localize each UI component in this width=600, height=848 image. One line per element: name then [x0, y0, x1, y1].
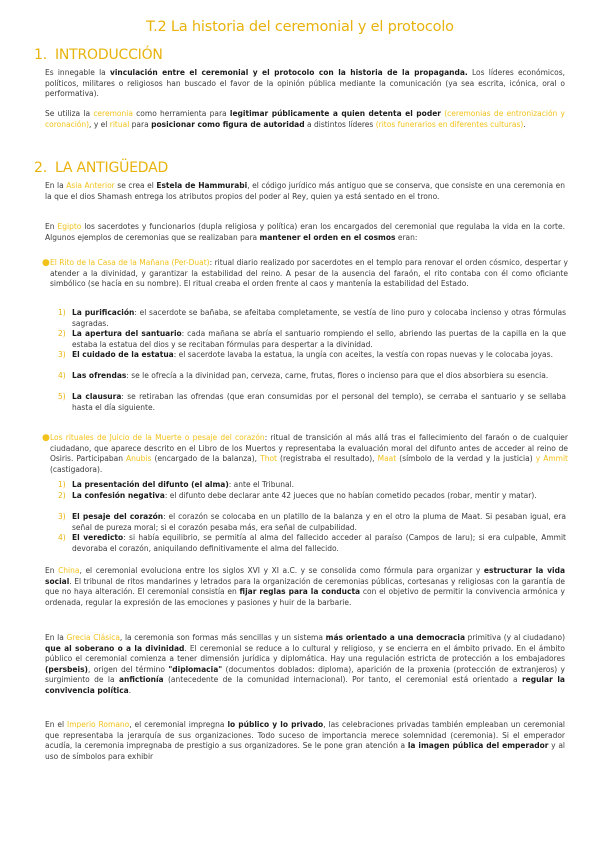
- text-run: Los líderes económicos, políticos, militares o religiosos han buscado el favor de la opinión pública mediante la comunicación (ya sea escrita, icónica, oral o performativa).: [45, 68, 566, 99]
- text-run: En la: [45, 633, 67, 642]
- list-item: [58, 512, 566, 533]
- list-item: [58, 480, 566, 491]
- text-run: , la ceremonia son formas más sencillas y un sistema: [119, 633, 326, 642]
- list-item: [58, 371, 566, 382]
- text-run: (castigadora).: [50, 464, 103, 474]
- bullet-text: [50, 433, 568, 474]
- text-run: . El tribunal de ritos mandarines y letrados para la organización de ceremonias públicas, cortesanas y religiosas con la garantía de que no haya alteración. El ceremonial consistía en: [45, 576, 565, 597]
- text-run: los sacerdotes y funcionarios (dupla religiosa y política) eran los encargados del ceremonial que regulaba la vida en la corte. Algunos ejemplos de ceremonias que se realizaban para: [45, 222, 565, 242]
- list-item: [58, 308, 566, 329]
- bold-text: La apertura del santuario: [72, 329, 182, 338]
- text-run: : se le ofrecía a la divinidad pan, cerveza, carne, frutas, flores o incienso para que el dios absorbiera su esencia.: [126, 371, 549, 380]
- list-number: 1): [58, 308, 66, 317]
- text-run: En el: [45, 720, 67, 729]
- bold-text: fijar reglas para la conducta: [239, 587, 361, 597]
- bold-text: mantener el orden en el cosmos: [259, 232, 396, 242]
- highlight-text: China: [58, 566, 80, 575]
- bullet-item: [42, 258, 568, 290]
- list-item: [58, 350, 566, 361]
- list-item: [58, 329, 566, 350]
- list-item: [58, 533, 566, 554]
- section-number: 2.: [34, 160, 47, 176]
- text-run: : ante el Tribunal.: [228, 480, 295, 489]
- bold-text: La presentación del difunto (el alma): [72, 480, 229, 489]
- highlight-text: y Ammit: [535, 454, 569, 464]
- bold-text: vinculación entre el ceremonial y el protocolo con la historia de la propaganda.: [109, 68, 468, 77]
- section-heading-antiguedad: [34, 160, 168, 176]
- text-run: . El ceremonial se reduce a lo cultural y religioso, y se encierra en el ámbito privado. En el ámbito público el ceremonial comienza a tener dimensión jurídica y diplomática. Hay una regulación estricta de protección a los embajadores: [45, 643, 565, 664]
- section-heading-introduccion: [34, 47, 163, 63]
- text-run: .: [128, 685, 132, 695]
- highlight-text: (ceremonias de entronización y coronación): [45, 109, 565, 129]
- highlight-text: ceremonia: [93, 109, 133, 118]
- highlight-text: Maat: [377, 454, 397, 464]
- bold-text: Estela de Hammurabi: [156, 181, 248, 190]
- list-number: 3): [58, 350, 66, 359]
- paragraph: [45, 633, 565, 697]
- text-run: (símbolo de la verdad y la justicia): [396, 454, 536, 464]
- paragraph: [45, 109, 565, 130]
- bold-text: anfictionía: [118, 675, 164, 685]
- text-run: : ritual de transición al más allá tras el fallecimiento del faraón o de cualquier ciudadano, que aparece descrito en el Libro de los Muertos y representaba la evaluación moral del difunto antes de acceder al reino de Osiris. Participaban: [50, 433, 568, 464]
- text-run: : el sacerdote lavaba la estatua, la ungía con aceites, la vestía con ropas nuevas y le colocaba joyas.: [173, 350, 553, 359]
- text-run: (antecedente de la comunidad internacional). Por tanto, el ceremonial está orientado a: [163, 675, 522, 685]
- text-run: y al uso de símbolos para exhibir: [45, 741, 565, 761]
- bold-text: La purificación: [72, 308, 135, 317]
- text-run: En: [45, 222, 58, 231]
- bold-text: La confesión negativa: [72, 491, 165, 500]
- text-run: , el ceremonial evoluciona entre los siglos XVI y XI a.C. y se consolida como fórmula para organizar y: [79, 566, 484, 575]
- text-run: primitiva (y al ciudadano): [465, 633, 565, 642]
- bold-text: más orientado a una democracia: [325, 633, 466, 642]
- list-number: 2): [58, 491, 66, 500]
- bullet-icon: ●: [42, 258, 50, 268]
- bold-text: El veredicto: [72, 533, 124, 542]
- bold-text: "diplomacia": [168, 664, 223, 674]
- section-title: INTRODUCCIÓN: [54, 47, 163, 63]
- text-run: : ritual diario realizado por sacerdotes en el templo para renovar el orden cósmico, despertar y atender a la divinidad, y garantizar la estabilidad del reino. A pesar de la ausencia del faraón, el rito contaba con él como oficiante simbólico (se hacía en su nombre). El ritual creaba el orden frente al caos y mantenía la estabilidad del Estado.: [50, 258, 568, 289]
- paragraph: [45, 68, 565, 100]
- text-run: : cada mañana se abría el santuario rompiendo el sello, abriendo las puertas de la capilla en la que estaba la estatua del dios y se recitaban fórmulas para despertar a la divinidad.: [72, 329, 566, 349]
- highlight-text: Anubis: [126, 454, 152, 464]
- text-run: con el objetivo de permitir la convivencia armónica y ordenada, regular la expresión de las emociones y pasiones y huir de la barbarie.: [45, 587, 565, 607]
- text-run: (encargado de la balanza),: [151, 454, 261, 464]
- text-run: Es innegable la: [45, 68, 110, 77]
- page-title: T.2 La historia del ceremonial y el protocolo: [146, 19, 454, 35]
- text-run: a distintos líderes: [304, 119, 376, 129]
- bold-text: la imagen pública del emperador: [407, 741, 549, 751]
- highlight-text: Grecia Clásica: [66, 633, 120, 642]
- text-run: .: [523, 119, 526, 129]
- text-run: En: [45, 566, 59, 575]
- paragraph: [45, 720, 565, 762]
- bullet-text: [50, 258, 568, 288]
- list-number: 4): [58, 371, 66, 380]
- bold-text: El pesaje del corazón: [72, 512, 164, 521]
- bold-text: legitimar públicamente a quien detenta el poder: [229, 109, 441, 118]
- text-run: (documentos doblados: diploma), aparición de la proxenia (protección de extranjeros) y surgimiento de la: [45, 664, 565, 685]
- text-run: , las celebraciones privadas también empleaban un ceremonial que representaba la jerarquía de sus organizaciones. Todo suceso de importancia merece solemnidad (ceremonia). Si el emperador acudía, la ceremonia impregnaba de prestigio a sus organizadores. Se le pone gran atención a: [45, 720, 565, 751]
- section-title: LA ANTIGÜEDAD: [54, 160, 169, 176]
- text-run: , y el: [89, 119, 110, 129]
- highlight-text: Asia Anterior: [66, 181, 115, 190]
- bold-text: Las ofrendas: [72, 371, 127, 380]
- highlight-text: Los rituales de Juicio de la Muerte o pesaje del corazón: [50, 433, 265, 442]
- section-number: 1.: [34, 47, 47, 63]
- text-run: para: [129, 119, 152, 129]
- list-number: 5): [58, 392, 66, 401]
- highlight-text: Imperio Romano: [67, 720, 130, 729]
- text-run: Se utiliza la: [45, 109, 94, 118]
- list-item: [58, 392, 567, 413]
- bold-text: estructurar la vida social: [45, 566, 565, 586]
- bold-text: regular la convivencia política: [45, 675, 565, 695]
- text-run: , origen del término: [87, 664, 169, 674]
- bullet-icon: ●: [42, 433, 50, 443]
- text-run: : si había equilibrio, se permitía al alma del fallecido acceder al paraíso (Campos de Iaru); si era culpable, Ammit devoraba el corazón, aniquilando definitivamente el alma del fallecido.: [72, 533, 566, 553]
- highlight-text: (ritos funerarios en diferentes culturas): [375, 119, 524, 129]
- list-item: [58, 491, 566, 502]
- bold-text: posicionar como figura de autoridad: [151, 119, 305, 129]
- text-run: : el difunto debe declarar ante 42 jueces que no habían cometido pecados (robar, mentir y matar).: [164, 491, 537, 500]
- list-number: 4): [58, 533, 66, 542]
- paragraph: [45, 566, 565, 608]
- text-run: como herramienta para: [132, 109, 230, 118]
- bold-text: (persbeis): [45, 664, 88, 674]
- text-run: : el corazón se colocaba en un platillo de la balanza y en el otro la pluma de Maat. Si pesaban igual, era señal de pureza moral; si el corazón pesaba más, era señal de culpabilidad.: [72, 512, 566, 532]
- highlight-text: El Rito de la Casa de la Mañana (Per-Duat): [50, 258, 210, 267]
- list-number: 2): [58, 329, 66, 338]
- bold-text: La clausura: [72, 392, 122, 401]
- bold-text: que al soberano o a la divinidad: [45, 643, 185, 653]
- highlight-text: ritual: [109, 119, 130, 129]
- text-run: : el sacerdote se bañaba, se afeitaba completamente, se vestía de lino puro y colocaba incienso y otras fórmulas sagradas.: [72, 308, 566, 328]
- text-run: eran:: [395, 232, 418, 242]
- list-number: 3): [58, 512, 66, 521]
- text-run: , el ceremonial impregna: [129, 720, 228, 729]
- text-run: se crea el: [114, 181, 157, 190]
- paragraph: [45, 181, 565, 202]
- text-run: : se retiraban las ofrendas (que eran consumidas por el personal del templo), se cerraba el santuario y se sellaba hasta el día siguiente.: [72, 392, 567, 412]
- bold-text: lo público y lo privado: [227, 720, 324, 729]
- text-run: , el código jurídico más antiguo que se conserva, que consiste en una ceremonia en la que el dios Shamash entrega los atributos propios del poder al Rey, quien ya está sentado en el trono.: [45, 181, 565, 201]
- bullet-item: [42, 433, 569, 475]
- text-run: (registraba el resultado),: [276, 454, 378, 464]
- highlight-text: Egipto: [57, 222, 82, 231]
- bold-text: El cuidado de la estatua: [72, 350, 174, 359]
- text-run: En la: [45, 181, 67, 190]
- paragraph: [45, 222, 565, 243]
- list-number: 1): [58, 480, 66, 489]
- highlight-text: Thot: [260, 454, 277, 464]
